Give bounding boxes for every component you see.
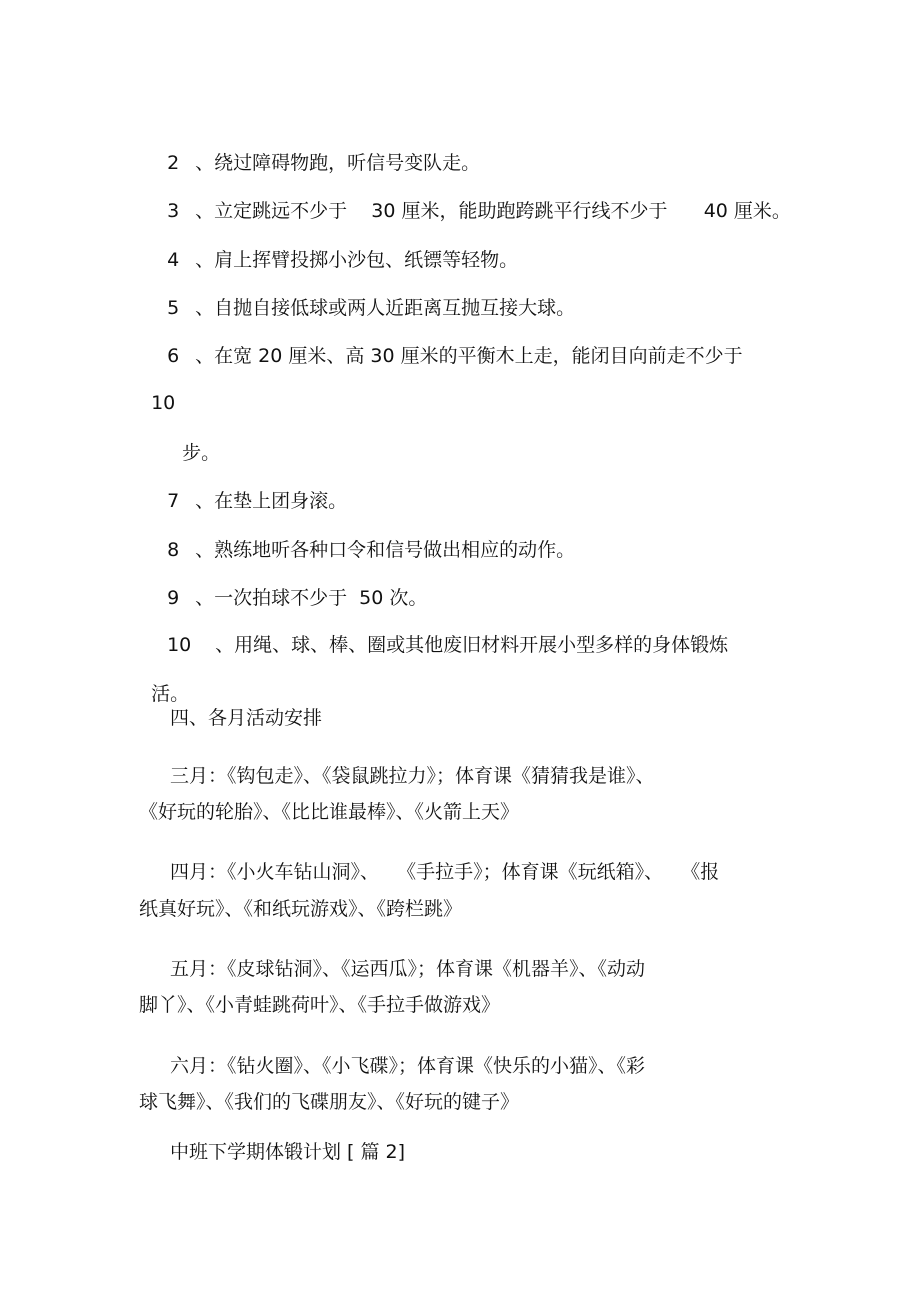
list-item bbox=[155, 175, 791, 223]
item-text: 、在宽 20 厘米、高 30 厘米的平衡木上走，能闭目向前走不少于 bbox=[195, 345, 743, 367]
item-number: 5 bbox=[167, 297, 180, 319]
month-paragraph-line2: 《好玩的轮胎》、《比比谁最棒》、《火箭上天》 bbox=[139, 801, 520, 823]
month-paragraph-line2: 脚丫》、《小青蛙跳荷叶》、《手拉手做游戏》 bbox=[139, 994, 501, 1016]
list-item-continuation bbox=[139, 367, 175, 415]
item-text: 、立定跳远不少于 30 厘米，能助跑跨跳平行线不少于 40 厘米。 bbox=[195, 200, 791, 222]
month-paragraph-line1: 六月：《钻火圈》、《小飞碟》；体育课《快乐的小猫》、《彩 bbox=[170, 1055, 646, 1077]
month-paragraph-line1: 五月：《皮球钻洞》、《运西瓜》；体育课《机器羊》、《动动 bbox=[170, 958, 646, 980]
month-paragraph-line2: 纸真好玩》、《和纸玩游戏》、《跨栏跳》 bbox=[139, 898, 463, 920]
item-number: 6 bbox=[167, 345, 180, 367]
item-number: 9 bbox=[167, 587, 180, 609]
month-paragraph-line1: 四月：《小火车钻山洞》、 《手拉手》；体育课《玩纸箱》、 《报 bbox=[170, 861, 720, 883]
list-item bbox=[155, 609, 728, 657]
next-section-title: 中班下学期体锻计划 [ 篇 2] bbox=[170, 1141, 406, 1163]
month-paragraph-line2: 球飞舞》、《我们的飞碟朋友》、《好玩的键子》 bbox=[139, 1091, 520, 1113]
item-number: 2 bbox=[167, 152, 180, 174]
item-text: 活。 bbox=[151, 683, 190, 705]
list-item-continuation bbox=[139, 658, 189, 706]
list-item-continuation bbox=[170, 417, 220, 465]
list-item bbox=[155, 465, 347, 513]
list-item bbox=[155, 562, 427, 610]
item-text: 、用绳、球、棒、圈或其他废旧材料开展小型多样的身体锻炼 bbox=[215, 634, 729, 656]
list-item bbox=[155, 224, 518, 272]
item-text: 、一次拍球不少于 50 次。 bbox=[195, 587, 428, 609]
item-number: 8 bbox=[167, 539, 180, 561]
list-item bbox=[155, 320, 743, 368]
list-item bbox=[155, 127, 480, 175]
item-text: 、肩上挥臂投掷小沙包、纸镖等轻物。 bbox=[195, 249, 519, 271]
item-number: 4 bbox=[167, 249, 180, 271]
item-number: 7 bbox=[167, 490, 180, 512]
list-item bbox=[155, 272, 575, 320]
item-text: 、绕过障碍物跑，听信号变队走。 bbox=[195, 152, 481, 174]
item-text: 、熟练地听各种口令和信号做出相应的动作。 bbox=[195, 539, 576, 561]
item-text: 、自抛自接低球或两人近距离互抛互接大球。 bbox=[195, 297, 576, 319]
list-item bbox=[155, 514, 575, 562]
item-number: 3 bbox=[167, 200, 180, 222]
month-paragraph-line1: 三月：《钩包走》、《袋鼠跳拉力》；体育课《猜猜我是谁》、 bbox=[170, 765, 655, 787]
section-heading: 四、各月活动安排 bbox=[170, 707, 323, 729]
item-text: 、在垫上团身滚。 bbox=[195, 490, 348, 512]
item-number: 10 bbox=[167, 634, 192, 656]
item-text: 10 bbox=[151, 392, 176, 414]
item-text: 步。 bbox=[182, 442, 221, 464]
